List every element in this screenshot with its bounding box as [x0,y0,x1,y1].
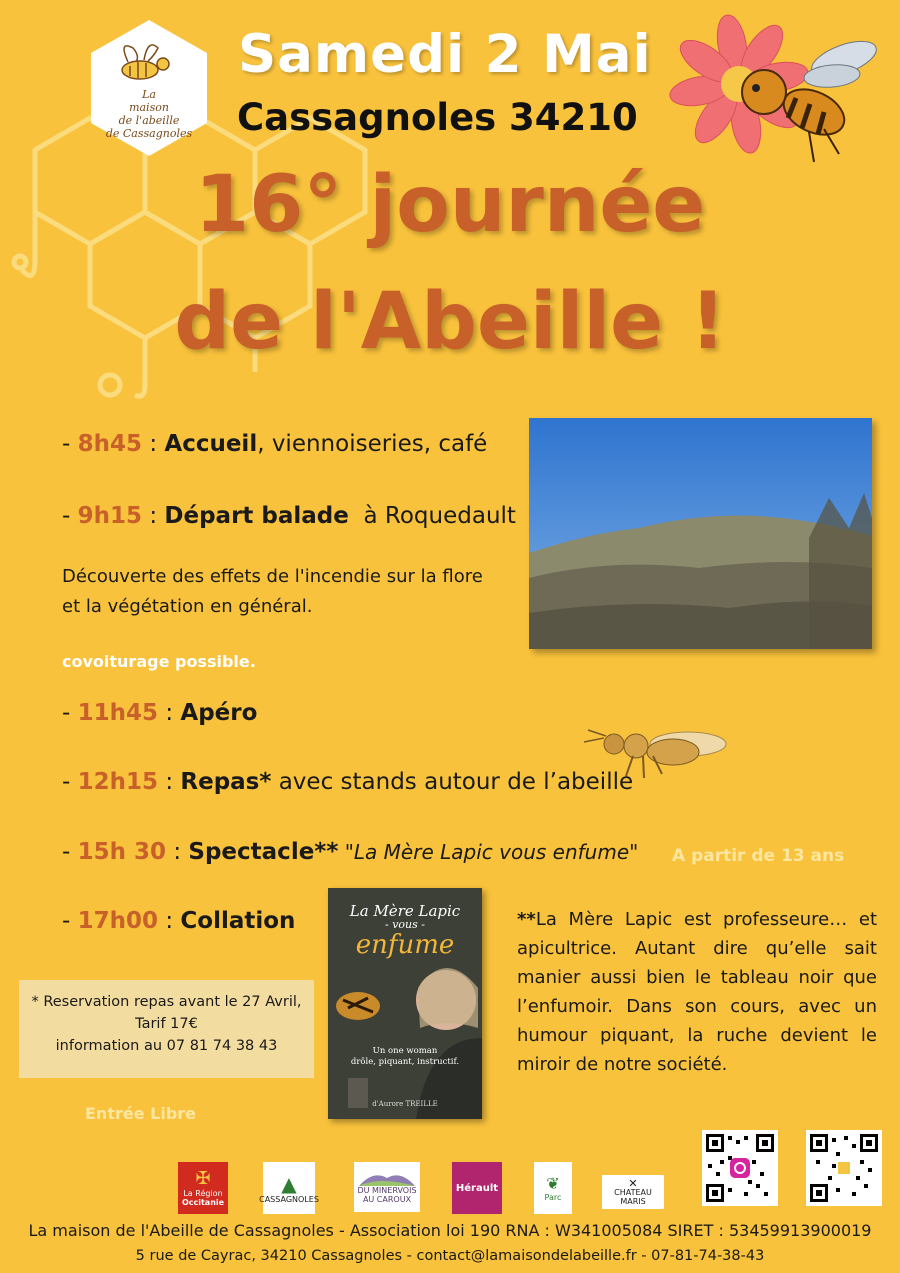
age-note: A partir de 13 ans [672,846,845,866]
carpool-note: covoiturage possible. [62,652,256,671]
program-item-apero: - 11h45 : Apéro [62,700,258,726]
landscape-photo [529,418,872,649]
flower-bee-illustration [664,14,884,174]
instagram-icon [730,1158,750,1178]
program-item-accueil: - 8h45 : Accueil, viennoiseries, café [62,431,488,457]
poster-title-1: La Mère Lapic [349,902,461,920]
partner-logo-cassagnoles: ▲ CASSAGNOLES [263,1162,315,1214]
association-logo [88,18,210,158]
partner-logo-chateau-maris: ✕ CHATEAU MARIS [602,1175,664,1209]
partner-logo-herault: Hérault [452,1162,502,1214]
event-date: Samedi 2 Mai [238,24,652,85]
main-title-line-1: 16° journée [194,160,706,250]
poster-tagline-2: drôle, piquant, instructif. [350,1057,460,1067]
qr-code-icon[interactable] [806,1130,882,1206]
program-item-collation: - 17h00 : Collation [62,908,296,934]
poster-tagline-1: Un one woman [372,1046,438,1056]
entry-note: Entrée Libre [85,1104,197,1123]
program-item-repas: - 12h15 : Repas* avec stands autour de l’abeille [62,769,634,795]
program-item-spectacle: - 15h 30 : Spectacle** "La Mère Lapic vous enfume" [62,839,639,865]
partner-logo-minervois: DU MINERVOIS AU CAROUX [354,1162,420,1212]
logo-text: La maison de l'abeille de Cassagnoles [105,88,193,140]
qr-code-icon[interactable] [702,1130,778,1206]
show-description: **La Mère Lapic est professeure… et apicultrice. Autant dire qu’elle sait manier aussi bien le tableau noir que l’enfumoir. Dans son cours, avec un humour piquant, la ruche devient le miroir de notre société. [517,909,877,1075]
poster-title-3: enfume [355,930,455,960]
reservation-box: * Reservation repas avant le 27 Avril, Tarif 17€ information au 07 81 74 38 43 [19,980,314,1078]
main-title-line-2: de l'Abeille ! [174,277,726,367]
show-poster [328,888,482,1119]
footer-contact: 5 rue de Cayrac, 34210 Cassagnoles - contact@lamaisondelabeille.fr - 07-81-74-38-43 [135,1248,765,1264]
balade-description: Découverte des effets de l'incendie sur la flore et la végétation en général. [62,566,483,617]
program-item-balade: - 9h15 : Départ balade à Roquedault [62,503,516,529]
event-place: Cassagnoles 34210 [237,96,638,139]
partner-logo-occitanie: ✠ La Région Occitanie [178,1162,228,1214]
poster-author: d'Aurore TREILLE [372,1100,438,1108]
poster-title-2: - vous - [385,918,425,931]
footer-association: La maison de l'Abeille de Cassagnoles - Association loi 190 RNA : W341005084 SIRET : 53459913900019 [28,1221,872,1240]
occitanie-cross-icon: ✠ [195,1168,211,1189]
partner-logo-parc: ❦ Parc [534,1162,572,1214]
